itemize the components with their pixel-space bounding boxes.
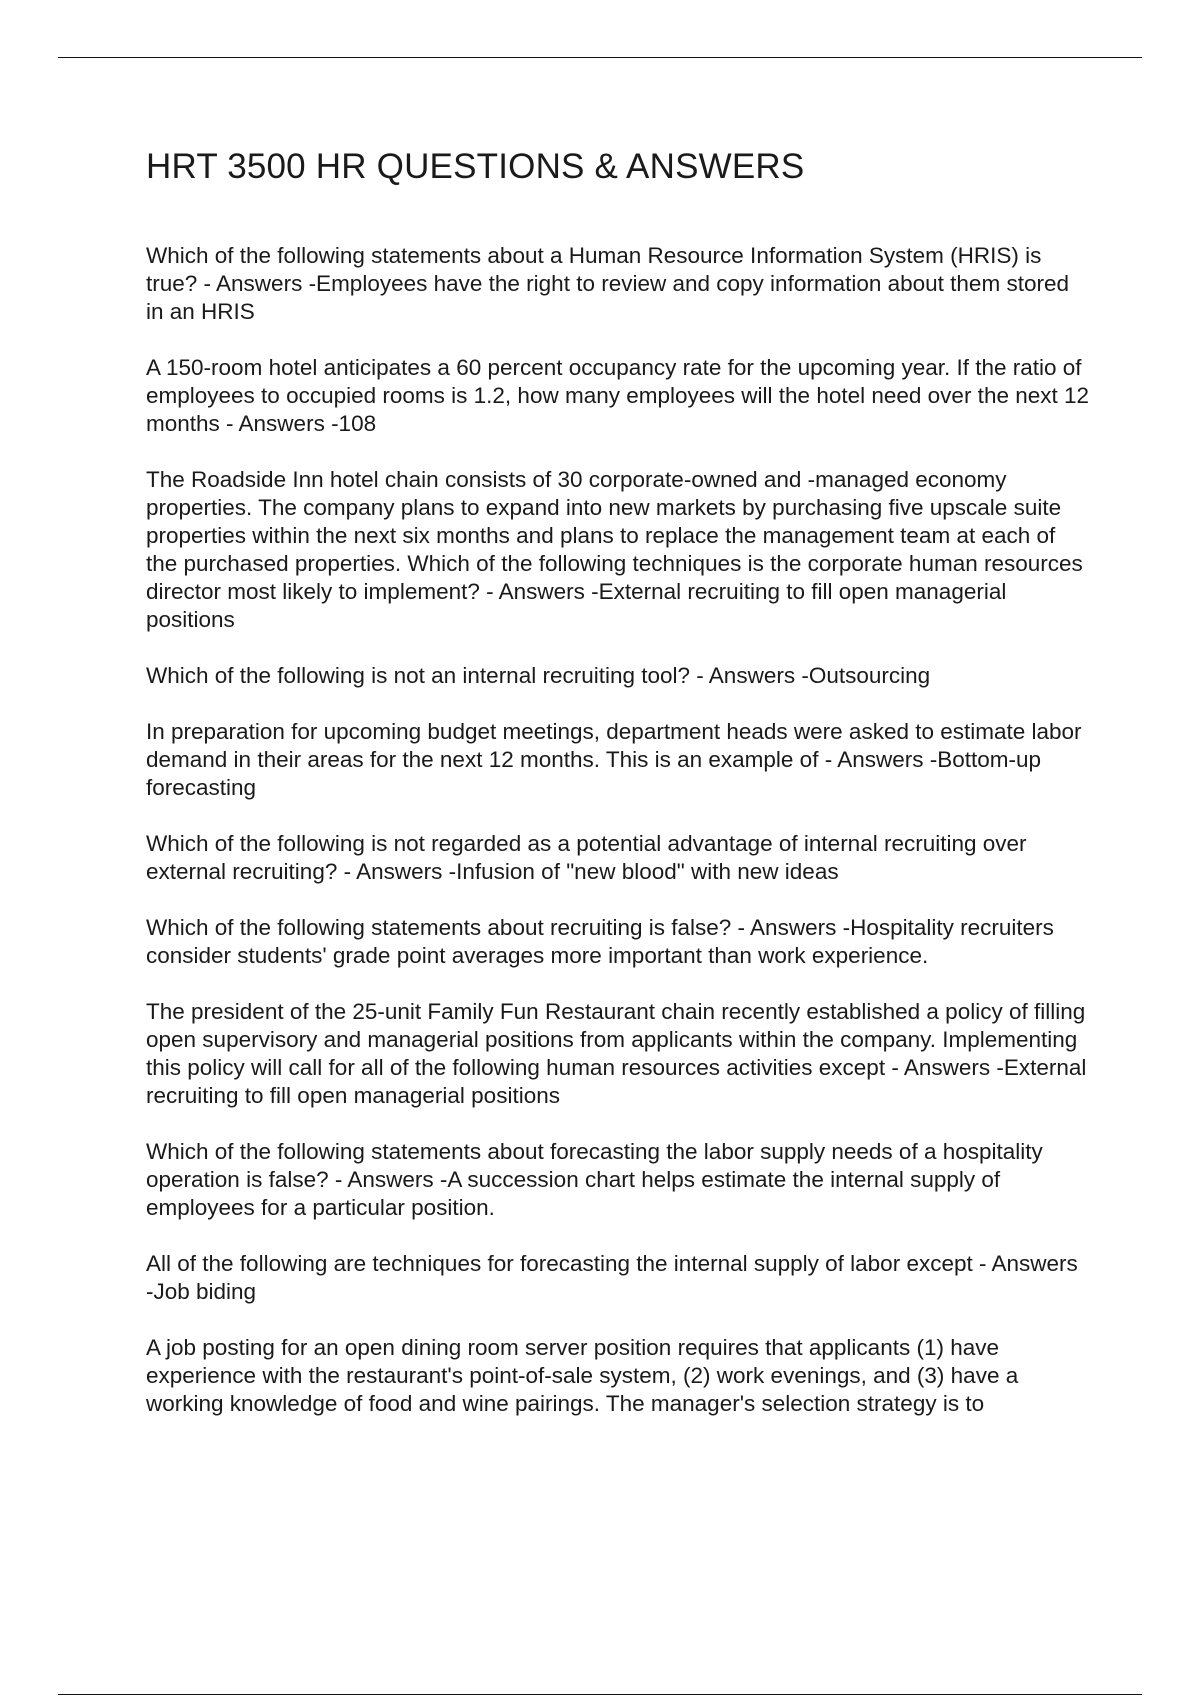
qa-entry-7: Which of the following statements about recruiting is false? - Answers -Hospitality recruiters consider students' grade point averages more important than work experience.: [146, 915, 1054, 968]
qa-entry-8: The president of the 25-unit Family Fun Restaurant chain recently established a policy of filling open supervisory and managerial positions from applicants within the company. Implementing this policy will call for all of the following human resources activities except - Answers -External recruiting to fill open managerial positions: [146, 999, 1087, 1108]
qa-entry-2: A 150-room hotel anticipates a 60 percent occupancy rate for the upcoming year. If the ratio of employees to occupied rooms is 1.2, how many employees will the hotel need over the next 12 months - Answers -108: [146, 355, 1090, 436]
qa-entry-3: The Roadside Inn hotel chain consists of 30 corporate-owned and -managed economy properties. The company plans to expand into new markets by purchasing five upscale suite properties within the next six months and plans to replace the management team at each of the purchased properties. Which of the following techniques is the corporate human resources director most likely to implement? - Answers -External recruiting to fill open managerial positions: [146, 467, 1083, 632]
document-body: [146, 140, 1090, 1446]
qa-entry-5: In preparation for upcoming budget meetings, department heads were asked to estimate labor demand in their areas for the next 12 months. This is an example of - Answers -Bottom-up forecasting: [146, 719, 1082, 800]
qa-entry-1: Which of the following statements about a Human Resource Information System (HRIS) is true? - Answers -Employees have the right to review and copy information about them stored in an HRIS: [146, 243, 1069, 324]
qa-entry-10: All of the following are techniques for forecasting the internal supply of labor except - Answers -Job biding: [146, 1251, 1078, 1304]
bottom-divider: [58, 1694, 1142, 1695]
qa-entry-6: Which of the following is not regarded as a potential advantage of internal recruiting over external recruiting? - Answers -Infusion of "new blood" with new ideas: [146, 831, 1027, 884]
qa-entry-4: Which of the following is not an internal recruiting tool? - Answers -Outsourcing: [146, 663, 931, 688]
top-divider: [58, 57, 1142, 58]
qa-entry-11: A job posting for an open dining room server position requires that applicants (1) have experience with the restaurant's point-of-sale system, (2) work evenings, and (3) have a working knowledge of food and wine pairings. The manager's selection strategy is to: [146, 1335, 1019, 1416]
qa-entry-9: Which of the following statements about forecasting the labor supply needs of a hospitality operation is false? - Answers -A succession chart helps estimate the internal supply of employees for a particular position.: [146, 1139, 1043, 1220]
page-title: HRT 3500 HR QUESTIONS & ANSWERS: [146, 147, 805, 186]
qa-list: [146, 242, 1090, 1418]
